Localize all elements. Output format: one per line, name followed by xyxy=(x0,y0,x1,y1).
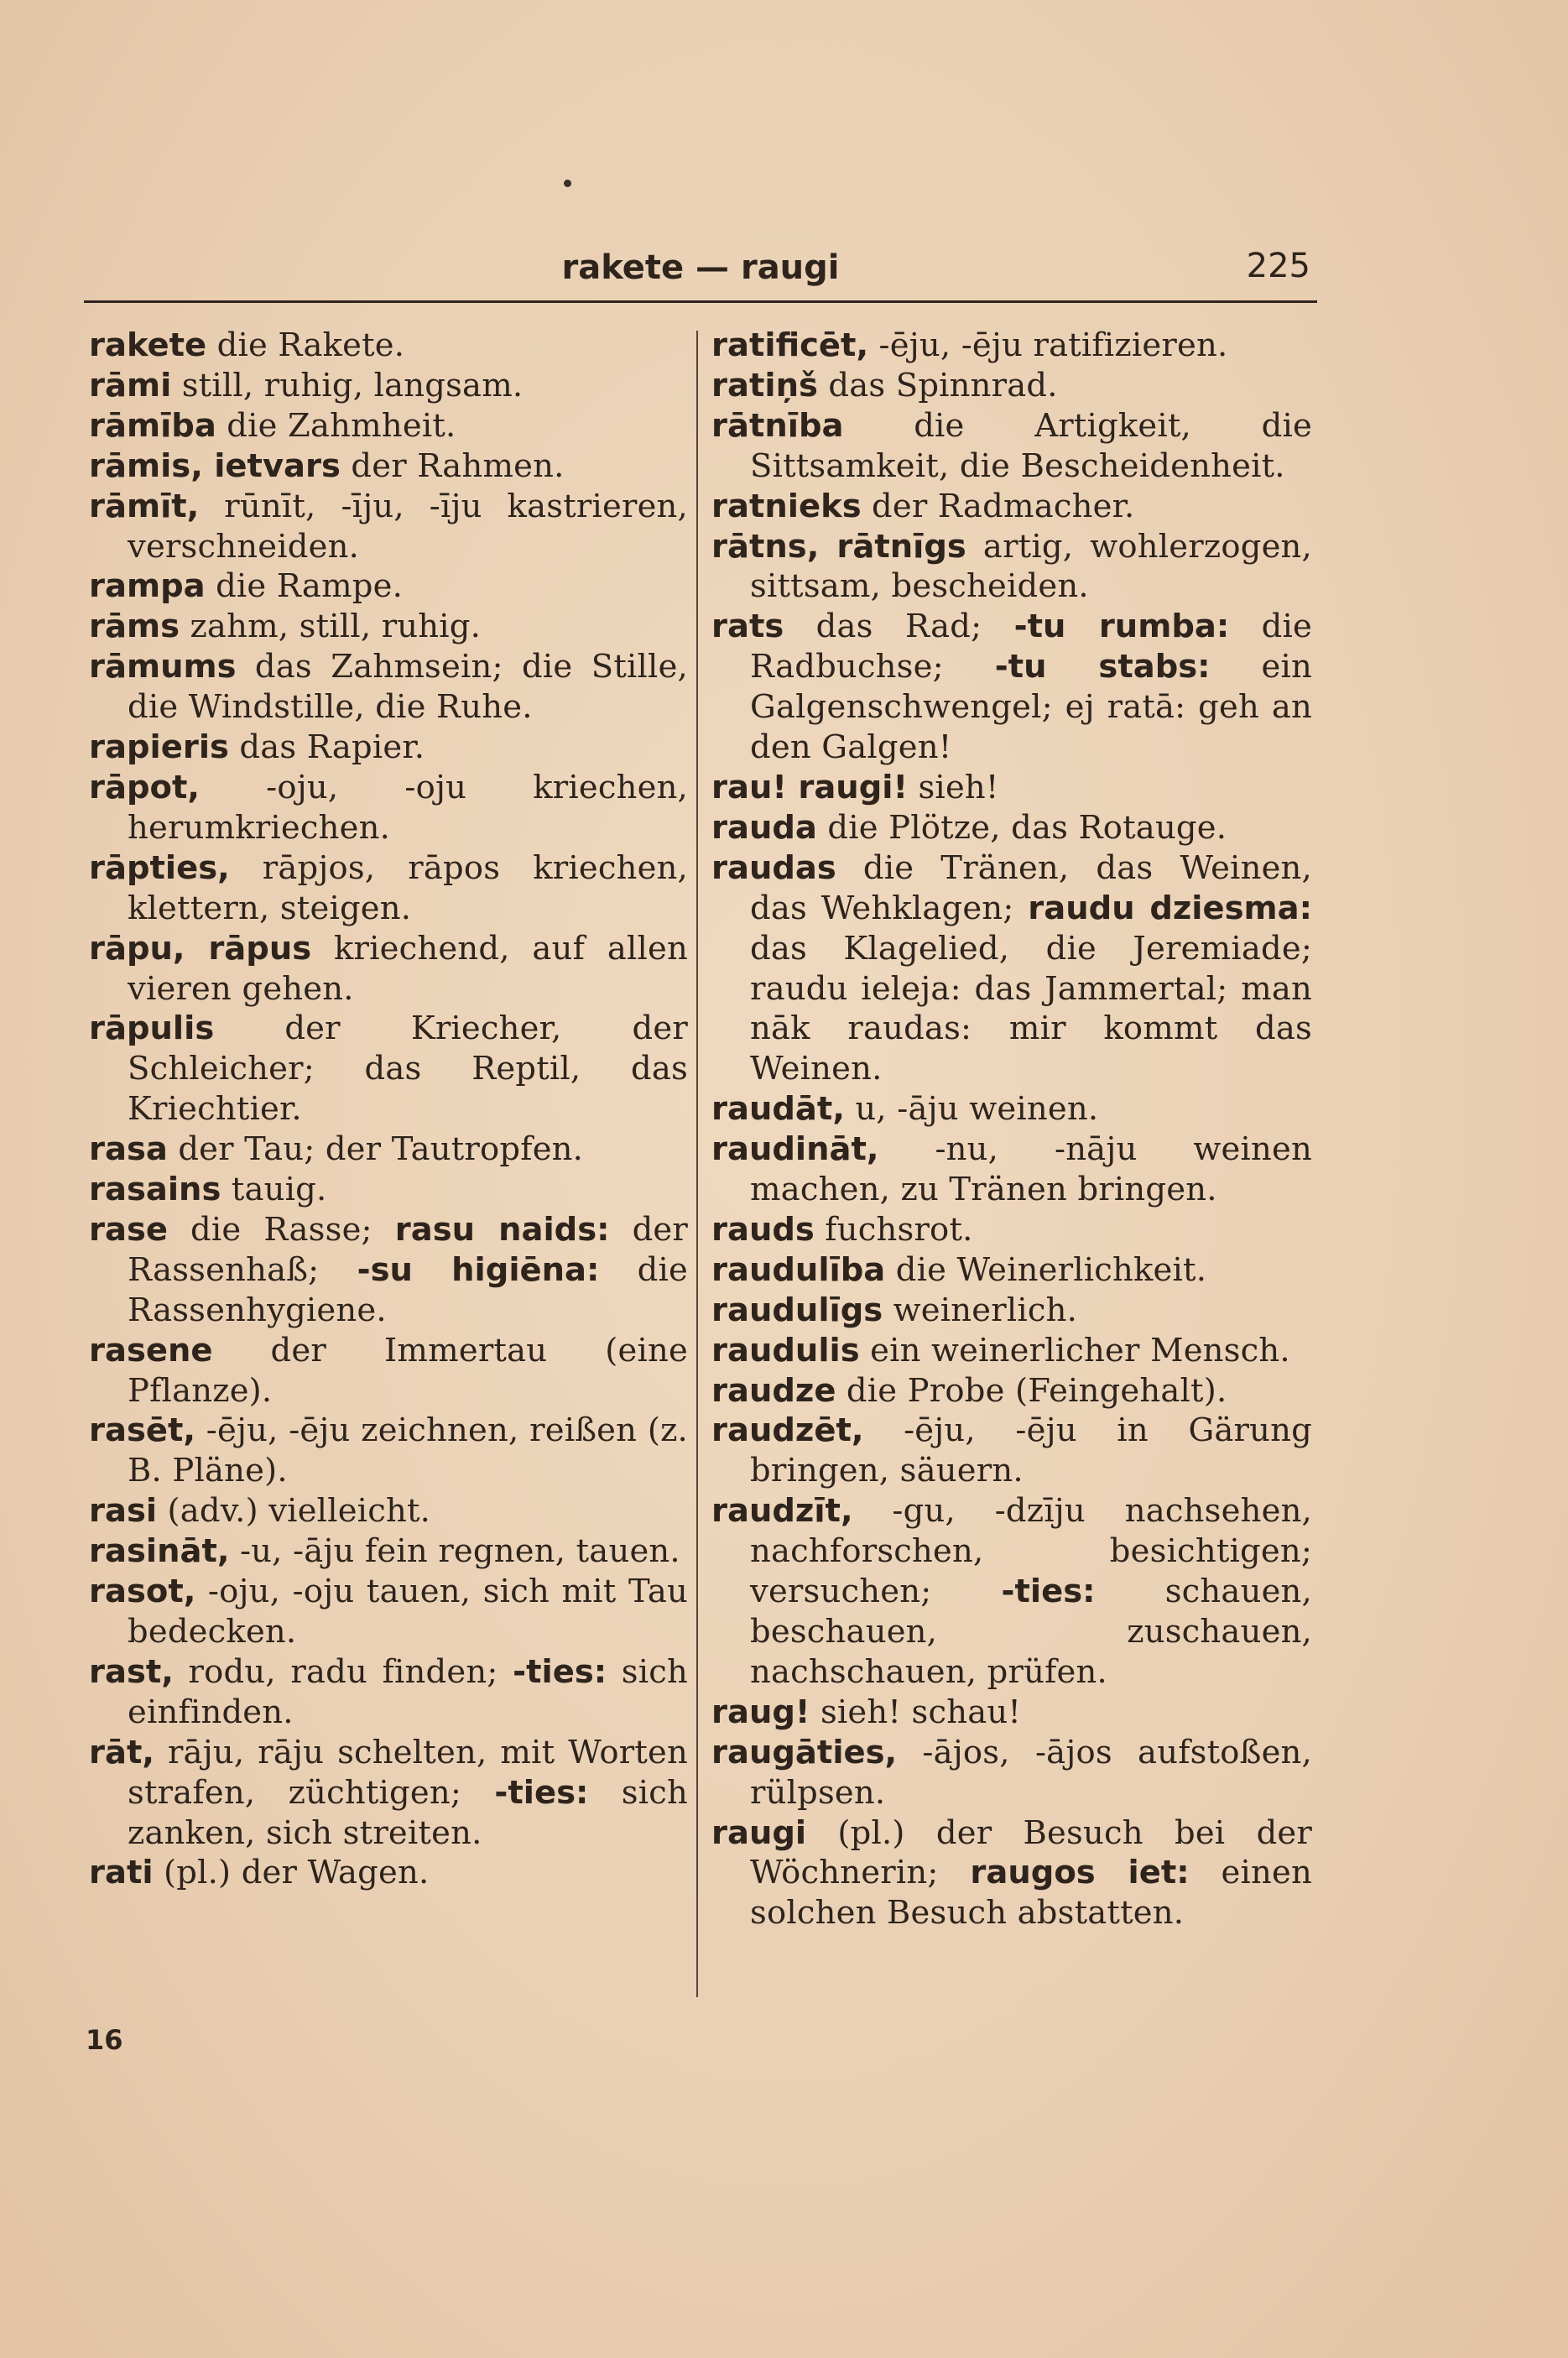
entry-headword: raugi xyxy=(711,1813,807,1852)
entry-definition: -ēju, -ēju ratifizieren. xyxy=(868,326,1228,364)
entry-headword: rast, xyxy=(89,1652,174,1691)
entry-definition: die Artigkeit, die Sittsamkeit, die Bescheidenheit. xyxy=(750,406,1312,485)
entry-definition: der Kriecher, der Schleicher; das Reptil, das Kriechtier. xyxy=(128,1009,688,1129)
page-number: 225 xyxy=(1246,247,1310,285)
entry-definition: die Weinerlichkeit. xyxy=(885,1250,1207,1289)
entry-headword: rasot, xyxy=(89,1573,196,1611)
entry-subheadword: raugos iet: xyxy=(970,1854,1190,1892)
entry-definition: (pl.) der Besuch bei der Wöchnerin; xyxy=(750,1813,1312,1892)
running-head: rakete — raugi xyxy=(561,248,840,287)
entry-headword: rātns, rātnīgs xyxy=(711,527,966,566)
dictionary-entry xyxy=(711,1371,1312,1411)
entry-headword: raudināt, xyxy=(711,1130,879,1169)
entry-headword: rapieris xyxy=(89,728,229,767)
dictionary-entry xyxy=(711,1129,1312,1210)
dictionary-entry xyxy=(711,848,1312,1089)
dictionary-entry xyxy=(711,1693,1312,1733)
entry-definition: einen solchen Besuch abstatten. xyxy=(750,1854,1312,1933)
entry-headword: rats xyxy=(711,608,784,646)
dictionary-entry xyxy=(89,1129,688,1170)
entry-definition: u, -āju weinen. xyxy=(844,1090,1099,1129)
ink-dot xyxy=(564,180,571,187)
entry-subheadword: -tu stabs: xyxy=(994,648,1211,686)
dictionary-entry xyxy=(89,1491,688,1531)
entry-definition: das Spinnrad. xyxy=(817,366,1058,404)
entry-subheadword: rasu naids: xyxy=(394,1210,610,1249)
entry-subheadword: raudu dziesma: xyxy=(1028,889,1313,927)
entry-definition: der Radmacher. xyxy=(861,487,1135,525)
entry-definition: rodu, radu finden; xyxy=(173,1652,513,1691)
entry-definition: weinerlich. xyxy=(883,1291,1078,1329)
entry-headword: raudzēt, xyxy=(711,1411,864,1450)
entry-headword: rāpties, xyxy=(89,848,230,887)
entry-headword: raudulis xyxy=(711,1331,860,1369)
dictionary-entry xyxy=(89,728,688,768)
entry-definition: der Rassenhaß; xyxy=(128,1210,689,1289)
entry-definition: die Rampe. xyxy=(205,567,404,606)
entry-definition: rāpjos, rāpos kriechen, klettern, steigen. xyxy=(128,848,688,927)
entry-subheadword: -ties: xyxy=(1001,1573,1096,1611)
entry-definition: die Zahmheit. xyxy=(216,406,456,445)
entry-headword: rase xyxy=(89,1210,168,1249)
entry-headword: rāmis, ietvars xyxy=(89,446,341,485)
entry-headword: raudāt, xyxy=(711,1090,845,1129)
entry-headword: rāt, xyxy=(89,1733,154,1771)
entry-definition: rāju, rāju schelten, mit Worten strafen, züchtigen; xyxy=(128,1733,688,1812)
entry-definition: die Rassenhygiene. xyxy=(128,1250,689,1329)
entry-headword: ratificēt, xyxy=(711,326,869,364)
entry-definition: artig, wohlerzogen, sittsam, bescheiden. xyxy=(750,527,1312,606)
dictionary-entry xyxy=(711,1411,1312,1491)
signature-mark: 16 xyxy=(86,2024,123,2056)
dictionary-entry xyxy=(89,848,688,929)
dictionary-entry xyxy=(711,1291,1312,1331)
entry-headword: rampa xyxy=(89,567,206,606)
entry-definition: die Rasse; xyxy=(168,1210,395,1249)
entry-headword: rāms xyxy=(89,608,180,646)
dictionary-entry xyxy=(89,1853,688,1893)
entry-definition: ein Galgenschwengel; ej ratā: geh an den Galgen! xyxy=(750,648,1312,767)
dictionary-entry xyxy=(711,1089,1312,1129)
entry-definition: das Zahmsein; die Stille, die Windstille, die Ruhe. xyxy=(128,648,688,727)
dictionary-entry xyxy=(89,1652,688,1733)
dictionary-entry xyxy=(711,326,1312,366)
entry-headword: rakete xyxy=(89,326,207,364)
entry-definition: sieh! xyxy=(908,768,999,806)
dictionary-entry xyxy=(89,1411,688,1491)
dictionary-entry xyxy=(89,1531,688,1572)
entry-definition: -ēju, -ēju zeichnen, reißen (z. B. Pläne). xyxy=(128,1411,688,1490)
dictionary-entry xyxy=(89,768,688,848)
dictionary-entry xyxy=(711,1813,1312,1934)
dictionary-entry xyxy=(711,1733,1312,1813)
dictionary-entry xyxy=(89,1331,688,1411)
entry-subheadword: -su higiēna: xyxy=(357,1250,600,1289)
right-column xyxy=(711,326,1312,1933)
column-divider xyxy=(696,331,698,1997)
dictionary-entry xyxy=(711,1331,1312,1371)
entry-headword: raudulīgs xyxy=(711,1291,883,1329)
entry-definition: das Klagelied, die Jeremiade; raudu ieleja: das Jammertal; man nāk raudas: mir kommt das Weinen. xyxy=(750,929,1312,1088)
entry-subheadword: -tu rumba: xyxy=(1013,608,1230,646)
entry-definition: -oju, -oju kriechen, herumkriechen. xyxy=(128,768,688,847)
dictionary-entry xyxy=(711,768,1312,808)
entry-definition: sieh! schau! xyxy=(810,1693,1022,1731)
entry-subheadword: -ties: xyxy=(494,1773,589,1812)
entry-definition: sich einfinden. xyxy=(128,1652,688,1731)
entry-headword: raudze xyxy=(711,1371,836,1410)
entry-definition: still, ruhig, langsam. xyxy=(171,366,524,404)
entry-definition: (adv.) vielleicht. xyxy=(157,1492,431,1531)
entry-headword: rāmība xyxy=(89,406,216,445)
entry-definition: das Rad; xyxy=(784,608,1014,646)
entry-definition: die Rakete. xyxy=(206,326,405,364)
entry-definition: der Immertau (eine Pflanze). xyxy=(128,1331,688,1410)
entry-headword: rauds xyxy=(711,1210,815,1249)
entry-headword: rasi xyxy=(89,1492,158,1531)
entry-headword: rau! raugi! xyxy=(711,768,909,806)
dictionary-entry xyxy=(711,487,1312,527)
dictionary-entry xyxy=(711,808,1312,848)
entry-definition: -gu, -dzīju nachsehen, nachforschen, besichtigen; versuchen; xyxy=(750,1492,1312,1611)
entry-definition: die Plötze, das Rotauge. xyxy=(816,808,1227,847)
entry-headword: rati xyxy=(89,1854,154,1892)
page-header xyxy=(84,242,1317,303)
entry-headword: raug! xyxy=(711,1693,810,1731)
entry-definition: der Rahmen. xyxy=(340,446,565,485)
entry-headword: raudzīt, xyxy=(711,1492,853,1531)
entry-subheadword: -ties: xyxy=(513,1652,607,1691)
dictionary-entry xyxy=(89,406,688,446)
entry-headword: ratiņš xyxy=(711,366,818,404)
dictionary-entry xyxy=(89,1170,688,1210)
entry-headword: rauda xyxy=(711,808,817,847)
dictionary-entry xyxy=(89,446,688,487)
entry-headword: rāpu, rāpus xyxy=(89,929,312,968)
entry-definition: das Rapier. xyxy=(228,728,425,767)
entry-definition: zahm, still, ruhig. xyxy=(180,608,482,646)
entry-definition: fuchsrot. xyxy=(814,1210,973,1249)
entry-headword: raugāties, xyxy=(711,1733,898,1771)
dictionary-entry xyxy=(89,366,688,406)
entry-definition: (pl.) der Wagen. xyxy=(153,1854,430,1892)
entry-headword: rātnība xyxy=(711,406,844,445)
dictionary-entry xyxy=(711,1210,1312,1250)
entry-headword: rasēt, xyxy=(89,1411,196,1450)
dictionary-entry xyxy=(711,1491,1312,1693)
entry-headword: rāmi xyxy=(89,366,172,404)
entry-headword: rasa xyxy=(89,1130,168,1169)
entry-definition: tauig. xyxy=(221,1171,327,1209)
entry-definition: -ājos, -ājos aufstoßen, rülpsen. xyxy=(750,1733,1312,1812)
entry-definition: ein weinerlicher Mensch. xyxy=(859,1331,1290,1369)
entry-headword: rasināt, xyxy=(89,1532,230,1571)
entry-definition: rūnīt, -īju, -īju kastrieren, verschneiden. xyxy=(128,487,688,566)
entry-definition: die Probe (Feingehalt). xyxy=(836,1371,1227,1410)
left-column xyxy=(89,326,688,1893)
entry-headword: raudas xyxy=(711,848,836,887)
entry-headword: rāmīt, xyxy=(89,487,200,525)
entry-headword: rāpulis xyxy=(89,1009,215,1048)
entry-definition: die Radbuchse; xyxy=(750,608,1312,686)
dictionary-entry xyxy=(89,487,688,567)
dictionary-entry xyxy=(711,1250,1312,1291)
dictionary-entry xyxy=(89,1572,688,1652)
entry-definition: die Tränen, das Weinen, das Wehklagen; xyxy=(750,848,1312,927)
dictionary-entry xyxy=(89,647,688,728)
dictionary-entry xyxy=(89,1210,688,1331)
entry-headword: rasene xyxy=(89,1331,213,1369)
dictionary-entry xyxy=(711,406,1312,487)
dictionary-entry xyxy=(89,1009,688,1129)
dictionary-entry xyxy=(89,929,688,1009)
dictionary-entry xyxy=(89,1733,688,1854)
entry-definition: kriechend, auf allen vieren gehen. xyxy=(128,929,688,1008)
entry-headword: rasains xyxy=(89,1171,221,1209)
entry-headword: raudulība xyxy=(711,1250,886,1289)
entry-headword: rāpot, xyxy=(89,768,201,806)
entry-definition: -ēju, -ēju in Gärung bringen, säuern. xyxy=(750,1411,1312,1490)
dictionary-entry xyxy=(711,366,1312,406)
entry-headword: rāmums xyxy=(89,648,237,686)
entry-definition: der Tau; der Tautropfen. xyxy=(167,1130,584,1169)
dictionary-entry xyxy=(711,607,1312,768)
entry-headword: ratnieks xyxy=(711,487,862,525)
entry-definition: -nu, -nāju weinen machen, zu Tränen bringen. xyxy=(750,1130,1312,1209)
dictionary-entry xyxy=(89,607,688,647)
entry-definition: schauen, beschauen, zuschauen, nachschauen, prüfen. xyxy=(750,1573,1312,1691)
entry-definition: sich zanken, sich streiten. xyxy=(128,1773,688,1852)
entry-definition: -oju, -oju tauen, sich mit Tau bedecken. xyxy=(128,1573,688,1651)
dictionary-entry xyxy=(89,566,688,607)
dictionary-entry xyxy=(89,326,688,366)
dictionary-entry xyxy=(711,527,1312,608)
entry-definition: -u, -āju fein regnen, tauen. xyxy=(229,1532,680,1571)
